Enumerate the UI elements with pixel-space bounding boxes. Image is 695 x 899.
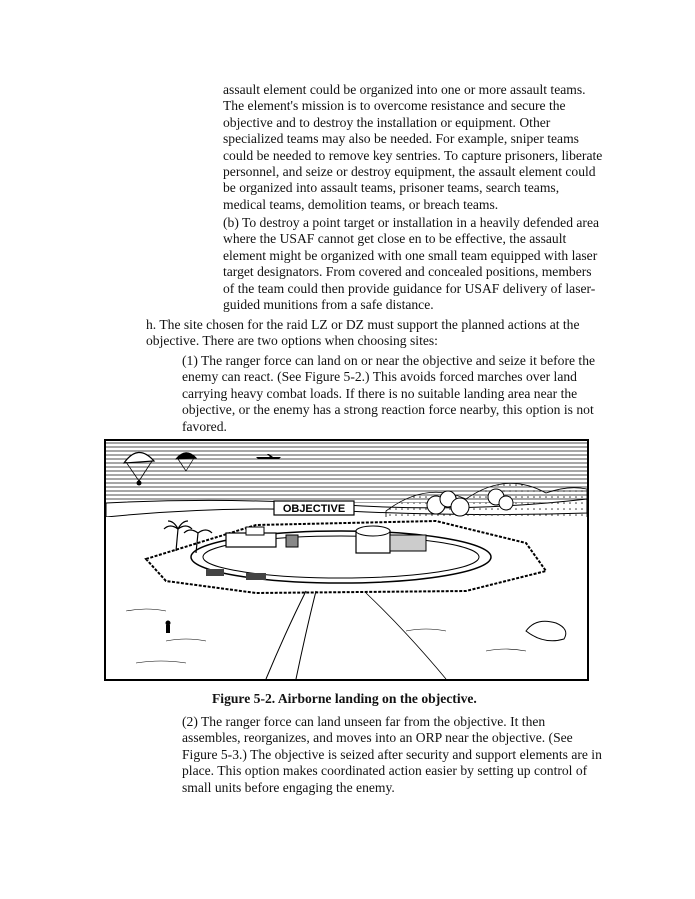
paragraph-option-1: (1) The ranger force can land on or near the objective and seize it before the enemy can react. (See Figure 5-2.) This avoids forced marches over land carrying heavy combat loads. If there is no suitable landing area near the objective, or the enemy has a strong reaction force nearby, this option is not favored. [182, 353, 596, 434]
soldier-icon [166, 621, 171, 634]
figure-caption: Figure 5-2. Airborne landing on the objective. [212, 691, 477, 706]
paragraph-assault-element: assault element could be organized into one or more assault teams. The element's mission is to overcome resistance and secure the objective and to destroy the installation or equipment. Other specialized teams may also be needed. For example, sniper teams could be needed to remove key sentries. To capture prisoners, liberate personnel, and seize or destroy equipment, the assault element could be organized into assault teams, prisoner teams, search teams, medical teams, demolition teams, or breach teams. [223, 82, 603, 212]
figure-airborne-landing [104, 439, 589, 681]
paragraph-point-target: (b) To destroy a point target or installation in a heavily defended area where the USAF cannot get close en to be effective, the assault element might be organized with one small team equipped with laser target designators. From covered and concealed positions, members of the team could then provide guidance for USAF delivery of laser-guided munitions from a safe distance. [223, 215, 600, 313]
objective-label: OBJECTIVE [282, 503, 346, 515]
paragraph-option-2: (2) The ranger force can land unseen far from the objective. It then assembles, reorganizes, and moves into an ORP near the objective. (See Figure 5-3.) The objective is seized after security and support elements are in place. This option makes coordinated action easier by setting up control of small units before engaging the enemy. [182, 714, 602, 795]
paragraph-site-choice: h. The site chosen for the raid LZ or DZ must support the planned actions at the objective. There are two options when choosing sites: [146, 317, 580, 349]
objective-illustration [106, 441, 587, 679]
